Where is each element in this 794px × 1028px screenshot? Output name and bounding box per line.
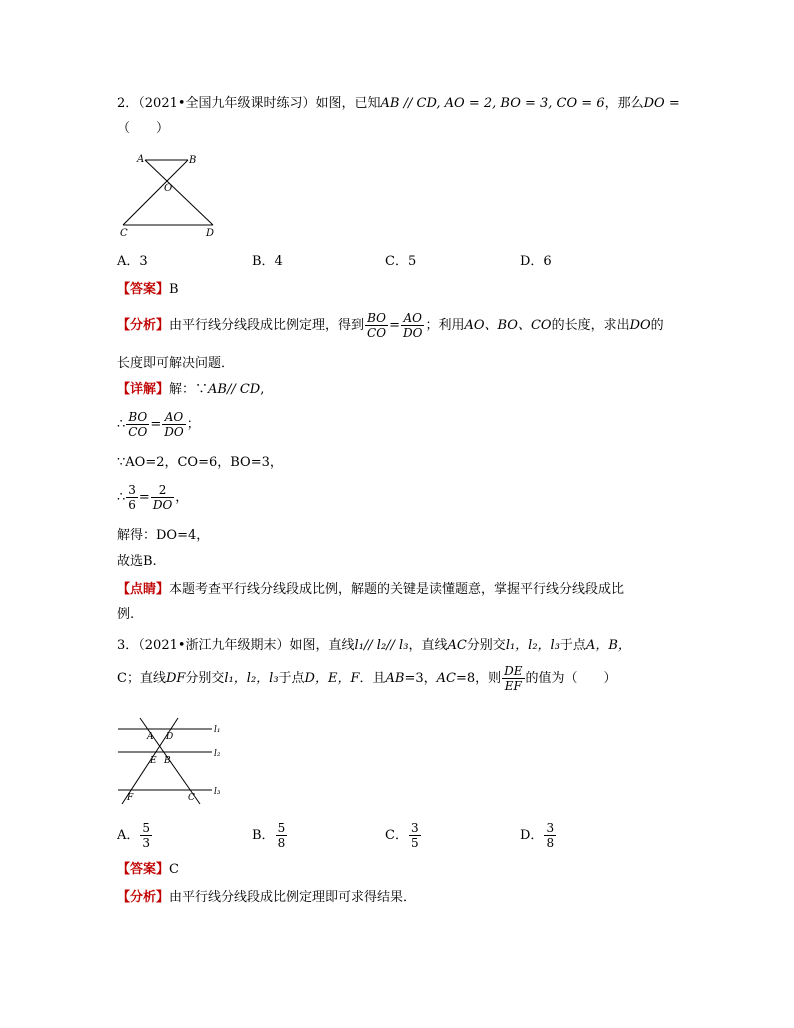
q3-line2-text2: 分别交: [185, 671, 225, 686]
q3-stem-text2: ，直线: [408, 638, 448, 653]
frac-den: 3: [142, 836, 151, 850]
label-f: F: [127, 793, 134, 803]
q2-analysis-line2: 长度即可解决问题．: [117, 356, 235, 371]
frac-num: 2: [151, 483, 174, 498]
q3-option-a[interactable]: [117, 820, 153, 852]
q3-line2-text7: 的值为（ ）: [525, 671, 617, 686]
q2-option-c[interactable]: C．5: [385, 254, 417, 269]
comma: ，: [175, 490, 189, 505]
label-o: O: [164, 183, 173, 194]
q2-condition: AB // CD, AO = 2, BO = 3, CO = 6: [380, 96, 605, 111]
q2-detail-frac-3-6: [126, 483, 138, 512]
label-c: C: [188, 793, 195, 803]
q2-analysis-text4: 的: [650, 318, 664, 333]
frac-den: DO: [164, 425, 184, 439]
frac-num: AO: [162, 410, 185, 425]
q3-figure: [112, 716, 228, 808]
q2-solve-line: 解得：DO=4，: [117, 528, 210, 543]
frac-den: DO: [152, 498, 173, 512]
q2-detail-parallel: AB// CD: [208, 382, 261, 397]
frac-num: BO: [365, 311, 388, 326]
label-b: B: [189, 155, 197, 166]
q3-stem-line2: [117, 663, 617, 695]
q3-answer-line: [117, 861, 179, 879]
q2-analysis-text3: 的长度，求出: [551, 318, 630, 333]
q2-detail-frac-ao-do: [162, 410, 185, 439]
q2-detail-text1: 解：∵: [169, 382, 209, 397]
frac-num: 3: [410, 821, 419, 835]
label-l3: l₃: [214, 787, 221, 797]
q3-analysis-text: 由平行线分线段成比例定理即可求得结果．: [169, 890, 417, 905]
frac-num: 5: [277, 821, 286, 835]
option-frac: [276, 821, 288, 850]
q2-stem: [117, 95, 680, 113]
label-a: A: [147, 732, 154, 742]
q2-paren: （ ）: [117, 121, 170, 136]
frac-num: DE: [504, 664, 523, 678]
q3-l-list: l₁，l₂，l₃: [505, 638, 560, 653]
q3-ac2: AC: [436, 671, 456, 686]
q2-comment-tag: 【点睛】: [117, 582, 170, 597]
q3-line2-text4: ．且: [359, 671, 386, 686]
q2-detail-line1: [117, 381, 264, 399]
q3-analysis-tag: 【分析】: [117, 890, 170, 905]
semicolon: ；: [186, 417, 200, 432]
q2-analysis-tag: 【分析】: [117, 318, 170, 333]
q2-figure: [115, 148, 225, 240]
q2-option-d[interactable]: D．6: [520, 254, 552, 269]
q3-parallel: l₁// l₂// l₃: [354, 638, 409, 653]
q3-points2: D，E，F: [304, 671, 360, 686]
q3-line2-text6: =8，则: [455, 671, 502, 686]
q3-option-d[interactable]: [520, 820, 557, 852]
q3-stem-text3: 分别交: [466, 638, 506, 653]
q2-analysis-frac-ao-do: [401, 311, 424, 340]
label-c: C: [120, 228, 128, 239]
q3-points1: A，B，: [585, 638, 631, 653]
q2-comment-line2: 例.: [117, 607, 135, 622]
frac-den: 8: [277, 836, 286, 850]
option-letter: B．: [252, 828, 275, 843]
frac-num: BO: [126, 410, 149, 425]
frac-num: 5: [142, 821, 151, 835]
q2-detail-frac-bo-co: [126, 410, 149, 439]
q2-comment-line1: [117, 581, 624, 599]
q2-detail-line2: ∴ $\frac{BO}{CO}$ = $\frac{AO}{DO}$ ；: [117, 410, 200, 439]
q2-because-line: ∵AO=2，CO=6，BO=3，: [117, 455, 283, 470]
frac-den: CO: [128, 425, 148, 439]
option-frac: [544, 821, 556, 850]
q2-detail-line4: ∴ $\frac{3}{6}$ = $\frac{2}{DO}$ ，: [117, 483, 189, 512]
label-l2: l₂: [214, 749, 221, 759]
q2-answer-line: [117, 281, 179, 299]
q3-option-b[interactable]: [252, 820, 288, 852]
q2-detail-comma: ,: [260, 382, 265, 397]
frac-den: EF: [504, 679, 522, 693]
q2-ask: DO =: [643, 96, 680, 111]
option-letter: D．: [520, 828, 544, 843]
q3-line2-text5: =3，: [404, 671, 437, 686]
q2-analysis-line: 【分析】由平行线分线段成比例定理，得到 $\frac{BO}{CO}$ = $\frac{AO}{DO}$ ；利用AO、BO、CO的长度，求出DO的: [117, 311, 664, 340]
q3-stem-text1: 3．（2021•浙江九年级期末）如图，直线: [117, 638, 355, 653]
frac-den: CO: [367, 326, 387, 340]
option-letter: C．: [385, 828, 408, 843]
q2-choose-line: 故选B.: [117, 554, 157, 569]
q2-detail-tag: 【详解】: [117, 382, 170, 397]
q2-option-b[interactable]: B．4: [252, 254, 283, 269]
q2-option-a[interactable]: A．3: [117, 254, 148, 269]
frac-den: DO: [402, 326, 423, 340]
option-letter: A．: [117, 828, 140, 843]
q3-frac-de-ef: [502, 664, 524, 693]
q3-answer: C: [169, 862, 179, 877]
option-frac: [409, 821, 421, 850]
q2-analysis-text1: 由平行线分线段成比例定理，得到: [169, 318, 365, 333]
q3-line2-text3: 于点: [278, 671, 305, 686]
label-a: A: [137, 154, 145, 165]
q3-option-c[interactable]: [385, 820, 422, 852]
q2-analysis-frac-bo-co: [365, 311, 388, 340]
frac-num: 3: [128, 483, 136, 497]
q3-df: DF: [165, 671, 186, 686]
label-b: B: [164, 756, 171, 766]
label-d: D: [206, 228, 215, 239]
q3-ab: AB: [385, 671, 405, 686]
frac-den: 5: [410, 836, 419, 850]
frac-num: AO: [401, 311, 424, 326]
q3-stem-line1: [117, 637, 631, 655]
q2-answer: B: [169, 282, 179, 297]
q2-stem-text: 2．（2021•全国九年级课时练习）如图，已知: [117, 96, 381, 111]
frac-den: 6: [128, 498, 136, 512]
therefore-symbol: ∴: [117, 417, 126, 432]
label-l1: l₁: [214, 725, 221, 735]
q2-analysis-vars: AO、BO、CO: [464, 318, 552, 333]
q2-detail-frac-2-do: [151, 483, 174, 512]
q2-analysis-do: DO: [629, 318, 651, 333]
q3-l-list2: l₁，l₂，l₃: [224, 671, 279, 686]
q3-answer-tag: 【答案】: [117, 862, 170, 877]
frac-num: 3: [546, 821, 555, 835]
q2-analysis-text2: ；利用: [425, 318, 465, 333]
option-frac: [140, 821, 152, 850]
q2-tail: ，那么: [604, 96, 644, 111]
q3-stem-text4: 于点: [559, 638, 586, 653]
q3-analysis-line: [117, 889, 416, 907]
therefore-symbol: ∴: [117, 490, 126, 505]
q2-comment-text1: 本题考查平行线分线段成比例，解题的关键是读懂题意，掌握平行线分线段成比: [169, 582, 625, 597]
q3-line2-text1: C；直线: [117, 671, 166, 686]
frac-den: 8: [546, 836, 555, 850]
q2-answer-tag: 【答案】: [117, 282, 170, 297]
label-e: E: [150, 756, 157, 766]
q3-ac: AC: [447, 638, 467, 653]
label-d: D: [166, 732, 174, 742]
